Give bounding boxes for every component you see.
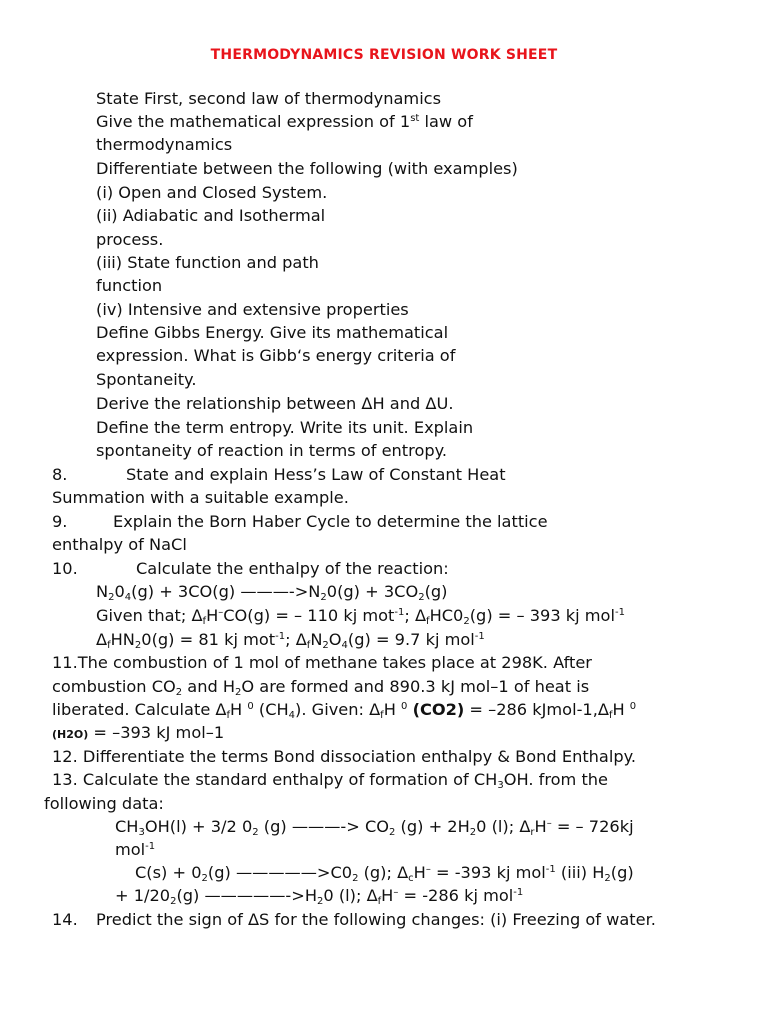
list-line: (ii) Adiabatic and Isothermal (96, 206, 326, 225)
question-11-cont: liberated. Calculate $\Delta_fH$ $^0$ $(CH_4)$. Given: $\Delta_fH$ $^0$ (CO2) = –286 kJmol-$1,\Delta_fH$ $^0$ (52, 700, 637, 721)
given-data-line: Given that; $\Delta_fH^-CO(g)$ = – 110 kj mot$^{-1}$; $\Delta_fHC0_2(g)$ = – 393 kj mol$^{-1}$ (96, 606, 625, 627)
list-line: State First, second law of thermodynamics (96, 89, 442, 108)
list-line: Define the term entropy. Write its unit. Explain (96, 418, 474, 437)
list-line: Differentiate between the following (with examples) (96, 159, 518, 178)
question-number: 8. (52, 465, 68, 484)
reaction-equation-cont: mol$^{-1}$ (115, 840, 156, 859)
question-12: 12. Differentiate the terms Bond dissociation enthalpy & Bond Enthalpy. (52, 747, 637, 766)
list-line: process. (96, 230, 164, 249)
question-11: 11.The combustion of 1 mol of methane takes place at 298K. After (52, 653, 592, 672)
list-line: expression. What is Gibb‘s energy criteria of (96, 346, 456, 365)
list-line: Give the mathematical expression of 1st law of (96, 112, 473, 131)
question-9-cont: enthalpy of NaCl (52, 535, 187, 554)
list-line: (iv) Intensive and extensive properties (96, 300, 409, 319)
question-9: 9. Explain the Born Haber Cycle to determine the lattice (52, 512, 548, 531)
reaction-equation: + $1/20_2(g)$ $—————->H_20$ (l); $\Delta_fH^- = -286$ kj mol$^{-1}$ (115, 886, 524, 907)
question-number: 9. (52, 512, 68, 531)
list-line: Derive the relationship between ΔH and ΔU. (96, 394, 454, 413)
reaction-equation: $CH_3OH(l) + 3/2$ $0_2$ (g) ———-> $CO_2$ $(g) + 2H_20$ (l); $\Delta_rH^-$ = – 726kj (115, 817, 634, 838)
question-10: 10. Calculate the enthalpy of the reaction: (52, 559, 449, 578)
list-line: Define Gibbs Energy. Give its mathematical (96, 323, 449, 342)
question-number: 14. (52, 910, 78, 929)
question-13-cont: following data: (44, 794, 164, 813)
question-11-cont: (H2O) = –393 kJ mol–1 (52, 723, 225, 742)
question-8-cont: Summation with a suitable example. (52, 488, 349, 507)
list-line: Spontaneity. (96, 370, 197, 389)
question-11-cont: combustion $CO_2$ and $H_2O$ are formed and 890.3 kJ mol–1 of heat is (52, 677, 590, 698)
question-number: 10. (52, 559, 78, 578)
question-14: 14. Predict the sign of ΔS for the following changes: (i) Freezing of water. (52, 910, 656, 929)
list-line: (i) Open and Closed System. (96, 183, 328, 202)
worksheet-title: THERMODYNAMICS REVISION WORK SHEET (210, 47, 558, 63)
list-line: function (96, 276, 163, 295)
list-line: (iii) State function and path (96, 253, 319, 272)
question-13: 13. Calculate the standard enthalpy of formation of $CH_3OH$. from the (52, 770, 609, 791)
reaction-equation: $C(s) + 0_2(g)$ $—————>C0_2$ (g); $\Delta_cH^- = -393$ kj mol$^{-1}$ (iii) $H_2(g)$ (135, 863, 634, 884)
given-data-line: $\Delta_fHN_20(g) = 81$ kj mot$^{-1}$; $\Delta_fN_2O_4(g) = 9.7$ kj mol$^{-1}$ (96, 630, 485, 651)
list-line: thermodynamics (96, 135, 233, 154)
reaction-equation: $N_20_4(g) + 3CO(g)$ $———->N_20(g) + 3CO_2(g)$ (96, 582, 448, 603)
list-line: spontaneity of reaction in terms of entropy. (96, 441, 448, 460)
question-8: 8. State and explain Hess’s Law of Constant Heat (52, 465, 506, 484)
